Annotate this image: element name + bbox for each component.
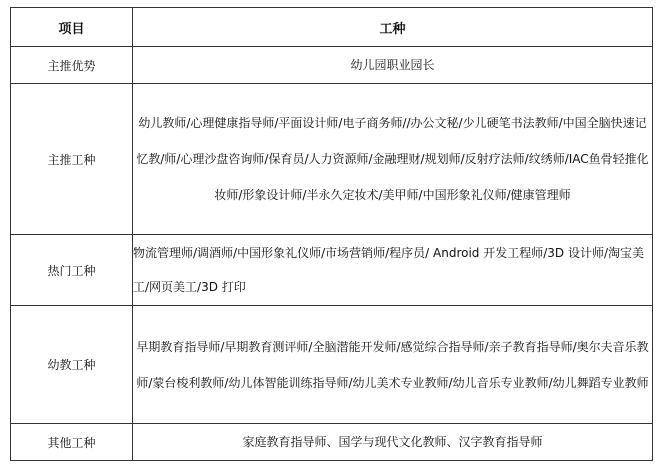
header-project: 项目 [11,8,133,47]
row-content-hot-jobs: 物流管理师/调酒师/中国形象礼仪师/市场营销师/程序员/ Android 开发工程师/3D 设计师/淘宝美工/网页美工/3D 打印 [133,235,653,306]
row-content-main-advantage: 幼儿园职业园长 [133,47,653,84]
row-content-main-jobs: 幼儿教师/心理健康指导师/平面设计师/电子商务师//办公文秘/少儿硬笔书法教师/中国全脑快速记忆教/师/心理沙盘咨询师/保育员/人力资源师/金融理财/规划师/反射疗法师/纹绣师/IAC鱼骨轻推化妆师/形象设计师/半永久定妆术/美甲师/中国形象礼仪师/健康管理师 [133,84,653,235]
table-row [11,306,653,424]
table-row [11,84,653,235]
row-content-other-jobs: 家庭教育指导师、国学与现代文化教师、汉字教育指导师 [133,424,653,461]
table-row [11,47,653,84]
row-content-preschool-jobs: 早期教育指导师/早期教育测评师/全脑潜能开发师/感觉综合指导师/亲子教育指导师/奥尔夫音乐教师/蒙台梭利教师/幼儿体智能训练指导师/幼儿美术专业教师/幼儿音乐专业教师/幼儿舞蹈专业教师 [133,306,653,424]
job-types-table [10,7,653,461]
table-header-row [11,8,653,47]
header-job-type: 工种 [133,8,653,47]
table-row [11,424,653,461]
row-label-main-advantage: 主推优势 [11,47,133,84]
row-label-preschool-jobs: 幼教工种 [11,306,133,424]
table-row [11,235,653,306]
row-label-other-jobs: 其他工种 [11,424,133,461]
row-label-hot-jobs: 热门工种 [11,235,133,306]
row-label-main-jobs: 主推工种 [11,84,133,235]
